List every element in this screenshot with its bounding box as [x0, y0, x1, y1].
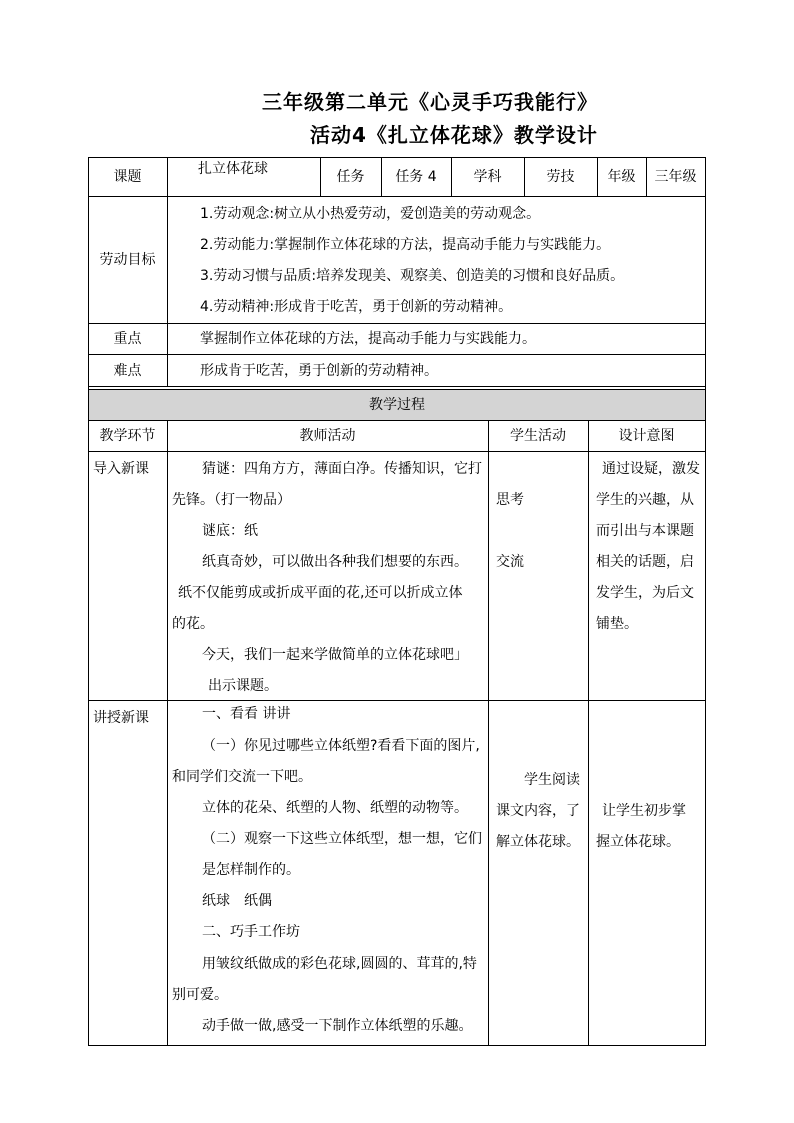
grade-value: 三年级	[654, 169, 697, 185]
intro-teacher-line: 今天，我们一起来学做简单的立体花球吧」	[202, 647, 468, 663]
lesson-teacher-line: 用皱纹纸做成的彩色花球,圆圆的、茸茸的,特	[202, 956, 477, 972]
col-stage: 教学环节	[99, 428, 156, 444]
rule	[88, 389, 706, 390]
intro-intent-line: 而引出与本课题	[596, 523, 694, 539]
rule	[88, 420, 706, 421]
subject-value: 劳技	[546, 169, 575, 185]
rule	[88, 196, 706, 197]
intro-intent-line: 通过设疑，激发	[602, 461, 700, 477]
rule	[88, 700, 706, 701]
intro-teacher-line: 出示课题。	[208, 678, 278, 694]
goal-item: 4.劳动精神:形成肯于吃苦，勇于创新的劳动精神。	[200, 299, 513, 315]
lesson-stage: 讲授新课	[93, 710, 149, 726]
topic-value: 扎立体花球	[198, 161, 268, 177]
intro-teacher-line: 纸真奇妙，可以做出各种我们想要的东西。	[202, 554, 468, 570]
lesson-teacher-line: 二、巧手工作坊	[202, 924, 300, 940]
intro-teacher-line: 纸不仅能剪成或折成平面的花,还可以折成立体	[178, 585, 463, 601]
rule	[88, 157, 706, 158]
topic-label: 课题	[113, 169, 142, 185]
rule	[88, 1045, 706, 1046]
lesson-student-line: 学生阅读	[524, 772, 580, 788]
rule	[705, 157, 706, 1046]
process-heading: 教学过程	[369, 397, 425, 413]
difficulty-label: 难点	[113, 363, 142, 379]
rule	[167, 420, 168, 1046]
intro-stage: 导入新课	[93, 461, 149, 477]
subject-label: 学科	[473, 169, 502, 185]
task-label: 任务	[336, 169, 365, 185]
rule	[488, 420, 489, 1046]
intro-intent-line: 铺垫。	[596, 616, 638, 632]
lesson-student-line: 解立体花球。	[496, 834, 580, 850]
lesson-teacher-line: 纸球 纸偶	[202, 893, 272, 909]
rule	[167, 157, 168, 387]
col-teacher: 教师活动	[299, 428, 356, 444]
rule	[588, 420, 589, 1046]
key-point-label: 重点	[113, 331, 142, 347]
intro-intent-line: 发学生，为后文	[596, 585, 694, 601]
key-point-text: 掌握制作立体花球的方法，提高动手能力与实践能力。	[200, 331, 536, 347]
intro-teacher-line: 先锋。（打一物品）	[172, 492, 291, 508]
goal-item: 2.劳动能力:掌握制作立体花球的方法，提高动手能力与实践能力。	[200, 237, 611, 253]
lesson-intent-line: 握立体花球。	[596, 834, 680, 850]
lesson-teacher-line: （一）你见过哪些立体纸塑?看看下面的图片,	[202, 738, 480, 754]
difficulty-text: 形成肯于吃苦，勇于创新的劳动精神。	[200, 363, 438, 379]
document-title-line2: 活动4《扎立体花球》教学设计	[310, 123, 598, 147]
goal-item: 3.劳动习惯与品质:培养发现美、观察美、创造美的习惯和良好品质。	[200, 268, 625, 284]
rule	[88, 354, 706, 355]
intro-teacher-line: 谜底：纸	[202, 523, 258, 539]
lesson-teacher-line: 动手做一做,感受一下制作立体纸塑的乐趣。	[202, 1018, 473, 1034]
lesson-teacher-line: 一、看看 讲讲	[202, 706, 291, 722]
lesson-teacher-line: 别可爱。	[172, 987, 228, 1003]
lesson-teacher-line: 是怎样制作的。	[202, 862, 300, 878]
intro-student-line: 交流	[496, 554, 524, 570]
grade-label: 年级	[607, 169, 636, 185]
intro-teacher-line: 的花。	[172, 616, 214, 632]
rule	[88, 451, 706, 452]
col-intent: 设计意图	[618, 428, 675, 444]
col-student: 学生活动	[510, 428, 566, 444]
task-value: 任务 4	[395, 169, 437, 185]
intro-intent-line: 学生的兴趣，从	[596, 492, 694, 508]
rule	[88, 157, 89, 1046]
goal-item: 1.劳动观念:树立从小热爱劳动，爱创造美的劳动观念。	[200, 206, 541, 222]
lesson-teacher-line: 和同学们交流一下吧。	[172, 769, 312, 785]
lesson-teacher-line: （二）观察一下这些立体纸型，想一想，它们	[202, 831, 482, 847]
intro-student-line: 思考	[496, 492, 524, 508]
intro-intent-line: 相关的话题，启	[596, 554, 694, 570]
intro-teacher-line: 猜谜：四角方方，薄面白净。传播知识，它打	[202, 461, 482, 477]
lesson-intent-line: 让学生初步掌	[602, 803, 686, 819]
goals-label: 劳动目标	[99, 252, 156, 268]
rule	[88, 386, 706, 387]
lesson-teacher-line: 立体的花朵、纸塑的人物、纸塑的动物等。	[202, 800, 468, 816]
rule	[88, 323, 706, 324]
lesson-student-line: 课文内容，了	[496, 803, 580, 819]
document-title-line1: 三年级第二单元《心灵手巧我能行》	[262, 90, 598, 114]
